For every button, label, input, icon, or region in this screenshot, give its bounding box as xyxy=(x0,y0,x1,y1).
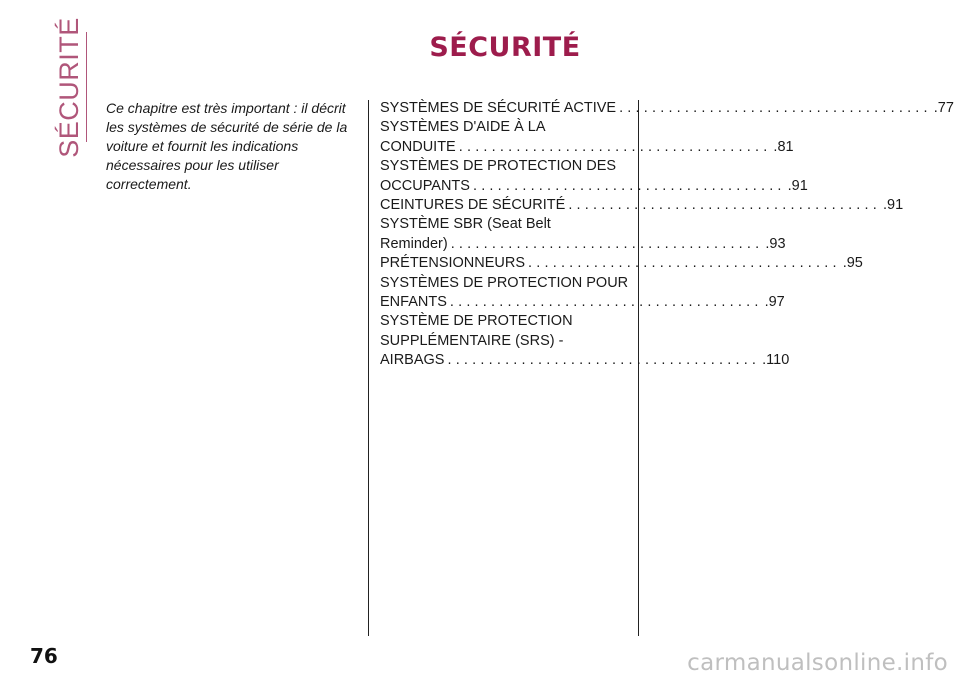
toc-entry-title-line: SUPPLÉMENTAIRE (SRS) - xyxy=(380,332,564,349)
toc-page-number: .110 xyxy=(762,352,790,369)
toc-entry-title-line: SYSTÈMES DE PROTECTION POUR xyxy=(380,274,629,291)
toc-entry[interactable] xyxy=(380,157,808,196)
watermark: carmanualsonline.info xyxy=(687,650,948,676)
toc-entry-last-line xyxy=(380,235,786,254)
toc-entry[interactable] xyxy=(380,254,863,273)
toc-entry-title: SYSTÈMES DE SÉCURITÉ ACTIVE xyxy=(380,100,617,116)
toc-leader-dots: ...................................... xyxy=(472,177,786,194)
toc-leader-dots: ...................................... xyxy=(458,138,772,155)
chapter-title: SÉCURITÉ xyxy=(429,32,581,63)
toc-entry-last-line xyxy=(380,351,790,370)
toc-leader-dots: ...................................... xyxy=(447,352,761,369)
toc-entry[interactable] xyxy=(380,118,794,157)
toc-leader-dots: ...................................... xyxy=(450,235,764,252)
toc-leader-dots: ...................................... xyxy=(528,255,841,272)
toc-entry-title-line: SYSTÈMES D'AIDE À LA xyxy=(380,119,546,136)
toc-entry-title: CEINTURES DE SÉCURITÉ xyxy=(380,197,566,214)
toc-page-number: .91 xyxy=(883,197,904,214)
toc-leader-dots: ...................................... xyxy=(449,294,763,311)
toc-entry-title: PRÉTENSIONNEURS xyxy=(380,255,526,272)
page-number: 76 xyxy=(30,644,58,668)
intro-line: les systèmes de sécurité de série de la xyxy=(106,119,348,135)
toc-entry-title-line: SYSTÈME SBR (Seat Belt xyxy=(380,216,551,233)
toc-entry-title: OCCUPANTS xyxy=(380,177,470,194)
toc-entry-title: AIRBAGS xyxy=(380,352,445,369)
toc-entry-last-line xyxy=(380,254,863,273)
column-divider-left xyxy=(368,100,369,636)
toc-entry-last-line xyxy=(380,177,808,196)
toc-page-number: .77 xyxy=(933,100,954,116)
toc-entry-last-line xyxy=(380,196,904,215)
toc-entry-last-line xyxy=(380,293,785,312)
toc-entry-title-line: SYSTÈME DE PROTECTION xyxy=(380,313,573,330)
toc-entry[interactable] xyxy=(380,215,786,254)
toc-entry[interactable] xyxy=(380,274,785,313)
intro-line: voiture et fournit les indications xyxy=(106,138,299,154)
toc-entry-title-line: SYSTÈMES DE PROTECTION DES xyxy=(380,158,617,175)
toc-leader-dots: ...................................... xyxy=(619,100,932,116)
table-of-contents xyxy=(380,99,954,371)
toc-page-number: .93 xyxy=(765,235,786,252)
intro-text xyxy=(106,99,358,194)
toc-page-number: .81 xyxy=(773,138,794,155)
toc-entry[interactable] xyxy=(380,312,790,370)
intro-line: correctement. xyxy=(106,176,192,192)
intro-line: Ce chapitre est très important : il décrit xyxy=(106,100,346,116)
side-tab-rule xyxy=(86,32,87,142)
side-tab xyxy=(52,16,86,158)
toc-page-number: .97 xyxy=(764,294,785,311)
toc-entry[interactable] xyxy=(380,196,904,215)
side-tab-label: SÉCURITÉ xyxy=(53,16,84,158)
toc-entry-title: CONDUITE xyxy=(380,138,456,155)
toc-leader-dots: ...................................... xyxy=(568,197,881,214)
toc-entry[interactable] xyxy=(380,99,954,118)
toc-page-number: .91 xyxy=(787,177,808,194)
toc-entry-title: Reminder) xyxy=(380,235,448,252)
intro-line: nécessaires pour les utiliser xyxy=(106,157,279,173)
toc-page-number: .95 xyxy=(842,255,863,272)
toc-entry-last-line xyxy=(380,99,954,118)
toc-entry-last-line xyxy=(380,138,794,157)
toc-entry-title: ENFANTS xyxy=(380,294,447,311)
